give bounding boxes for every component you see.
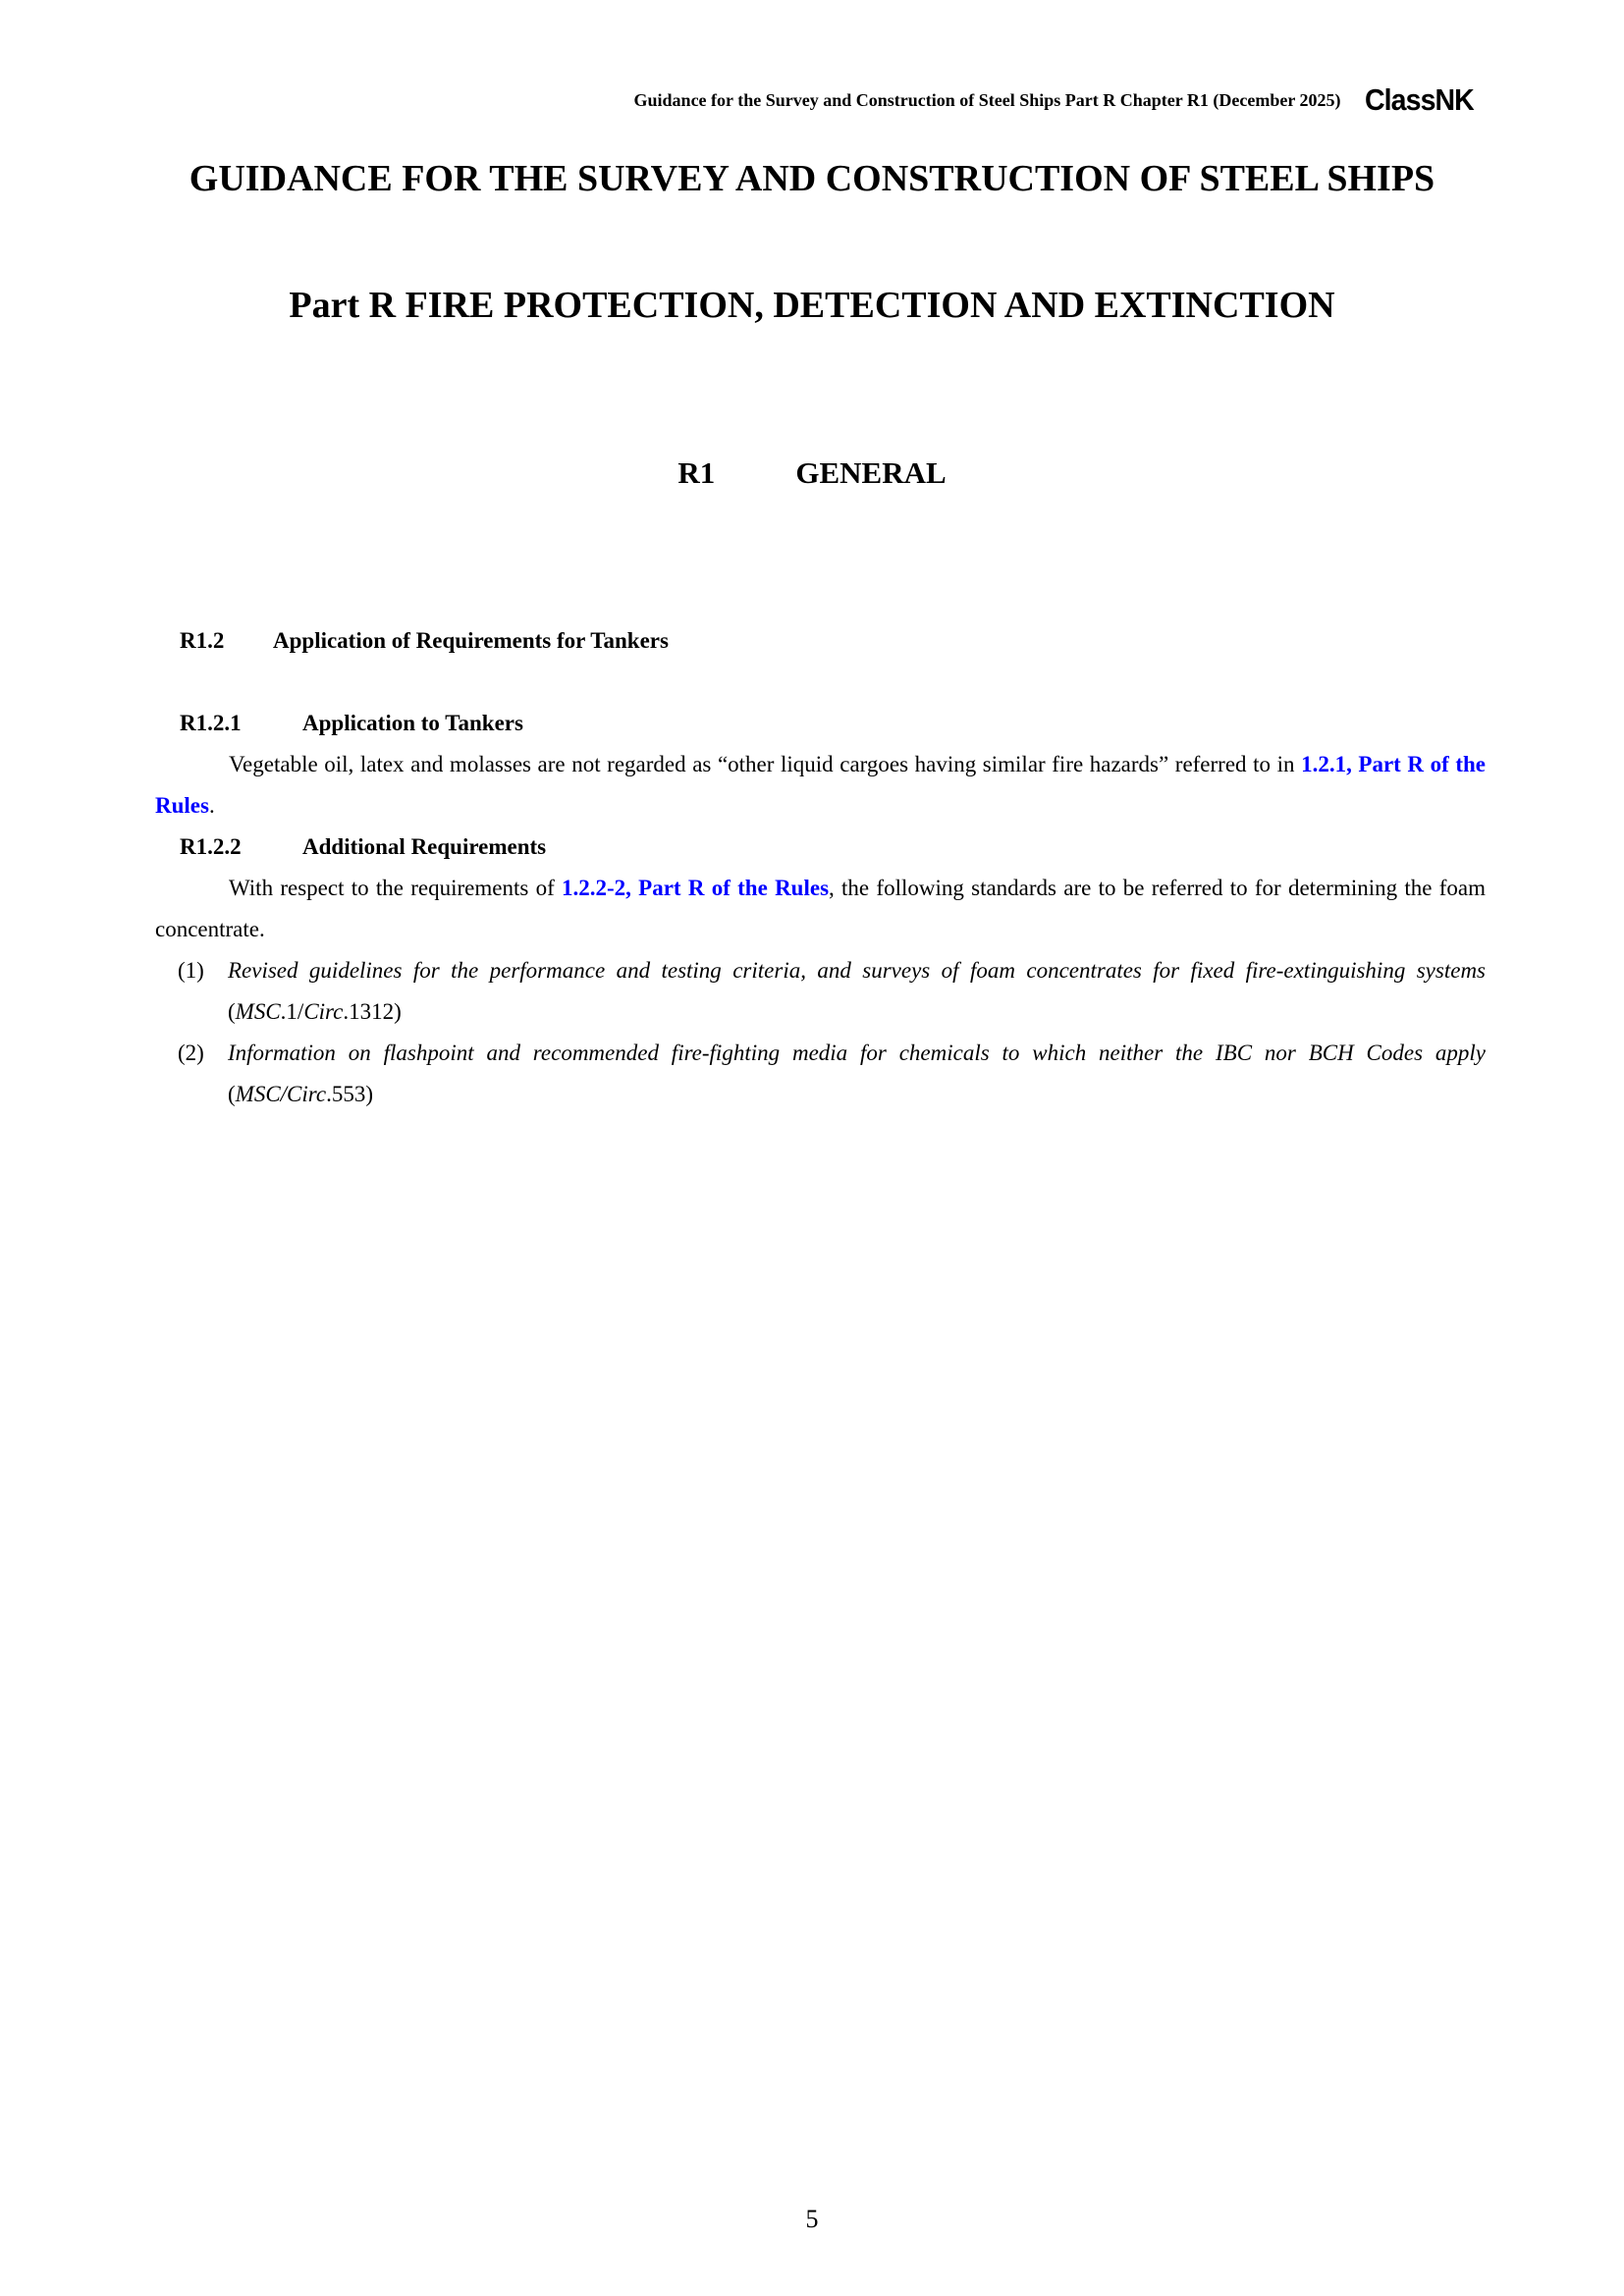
- list-item-text: Information on flashpoint and recommended fire-fighting media for chemicals to which neither the IBC nor BCH Codes apply (MSC/Circ.553): [228, 1041, 1486, 1106]
- paragraph-text: , the following standards are to be referred to for determining the foam concentrate.: [155, 876, 1486, 941]
- list-item: [178, 1033, 1486, 1115]
- section-number: R1.2: [180, 628, 225, 653]
- running-title: Guidance for the Survey and Construction of Steel Ships Part R Chapter R1 (December 2025): [633, 89, 1341, 110]
- paragraph-text: Vegetable oil, latex and molasses are not regarded as “other liquid cargoes having similar fire hazards” referred to in: [229, 752, 1302, 776]
- list-item-text: Revised guidelines for the performance and testing criteria, and surveys of foam concentrates for fixed fire-extinguishing systems (MSC.1/Circ.1312): [228, 958, 1486, 1024]
- part-title: Part R FIRE PROTECTION, DETECTION AND EXTINCTION: [289, 285, 1335, 326]
- rules-link-1-2-1[interactable]: 1.2.1, Part R of the Rules: [155, 752, 1486, 818]
- section-number: R1.2.2: [180, 834, 242, 859]
- section-number: R1.2.1: [180, 711, 242, 735]
- section-heading-r1-2-2: [180, 834, 546, 860]
- running-header: [634, 82, 1483, 118]
- classnk-logo: ClassNK: [1364, 82, 1474, 117]
- paragraph-r1-2-2: [155, 868, 1486, 950]
- section-title: Application of Requirements for Tankers: [273, 628, 669, 653]
- paragraph-text: With respect to the requirements of: [229, 876, 562, 900]
- section-heading-r1-2: [180, 628, 669, 654]
- list-item-number: (2): [178, 1041, 204, 1065]
- section-heading-r1-2-1: [180, 711, 523, 736]
- chapter-number: R1: [677, 455, 716, 490]
- paragraph-text: .: [208, 793, 215, 818]
- list-item: [178, 950, 1486, 1033]
- list-item-number: (1): [178, 958, 204, 983]
- page-number: 5: [805, 2205, 819, 2233]
- chapter-heading: [0, 455, 1624, 491]
- chapter-title: GENERAL: [795, 455, 947, 490]
- rules-link-1-2-2-2[interactable]: 1.2.2-2, Part R of the Rules: [562, 876, 830, 900]
- section-title: Application to Tankers: [302, 711, 523, 735]
- paragraph-r1-2-1: [155, 744, 1486, 827]
- section-title: Additional Requirements: [302, 834, 547, 859]
- document-title: GUIDANCE FOR THE SURVEY AND CONSTRUCTION OF STEEL SHIPS: [189, 158, 1435, 199]
